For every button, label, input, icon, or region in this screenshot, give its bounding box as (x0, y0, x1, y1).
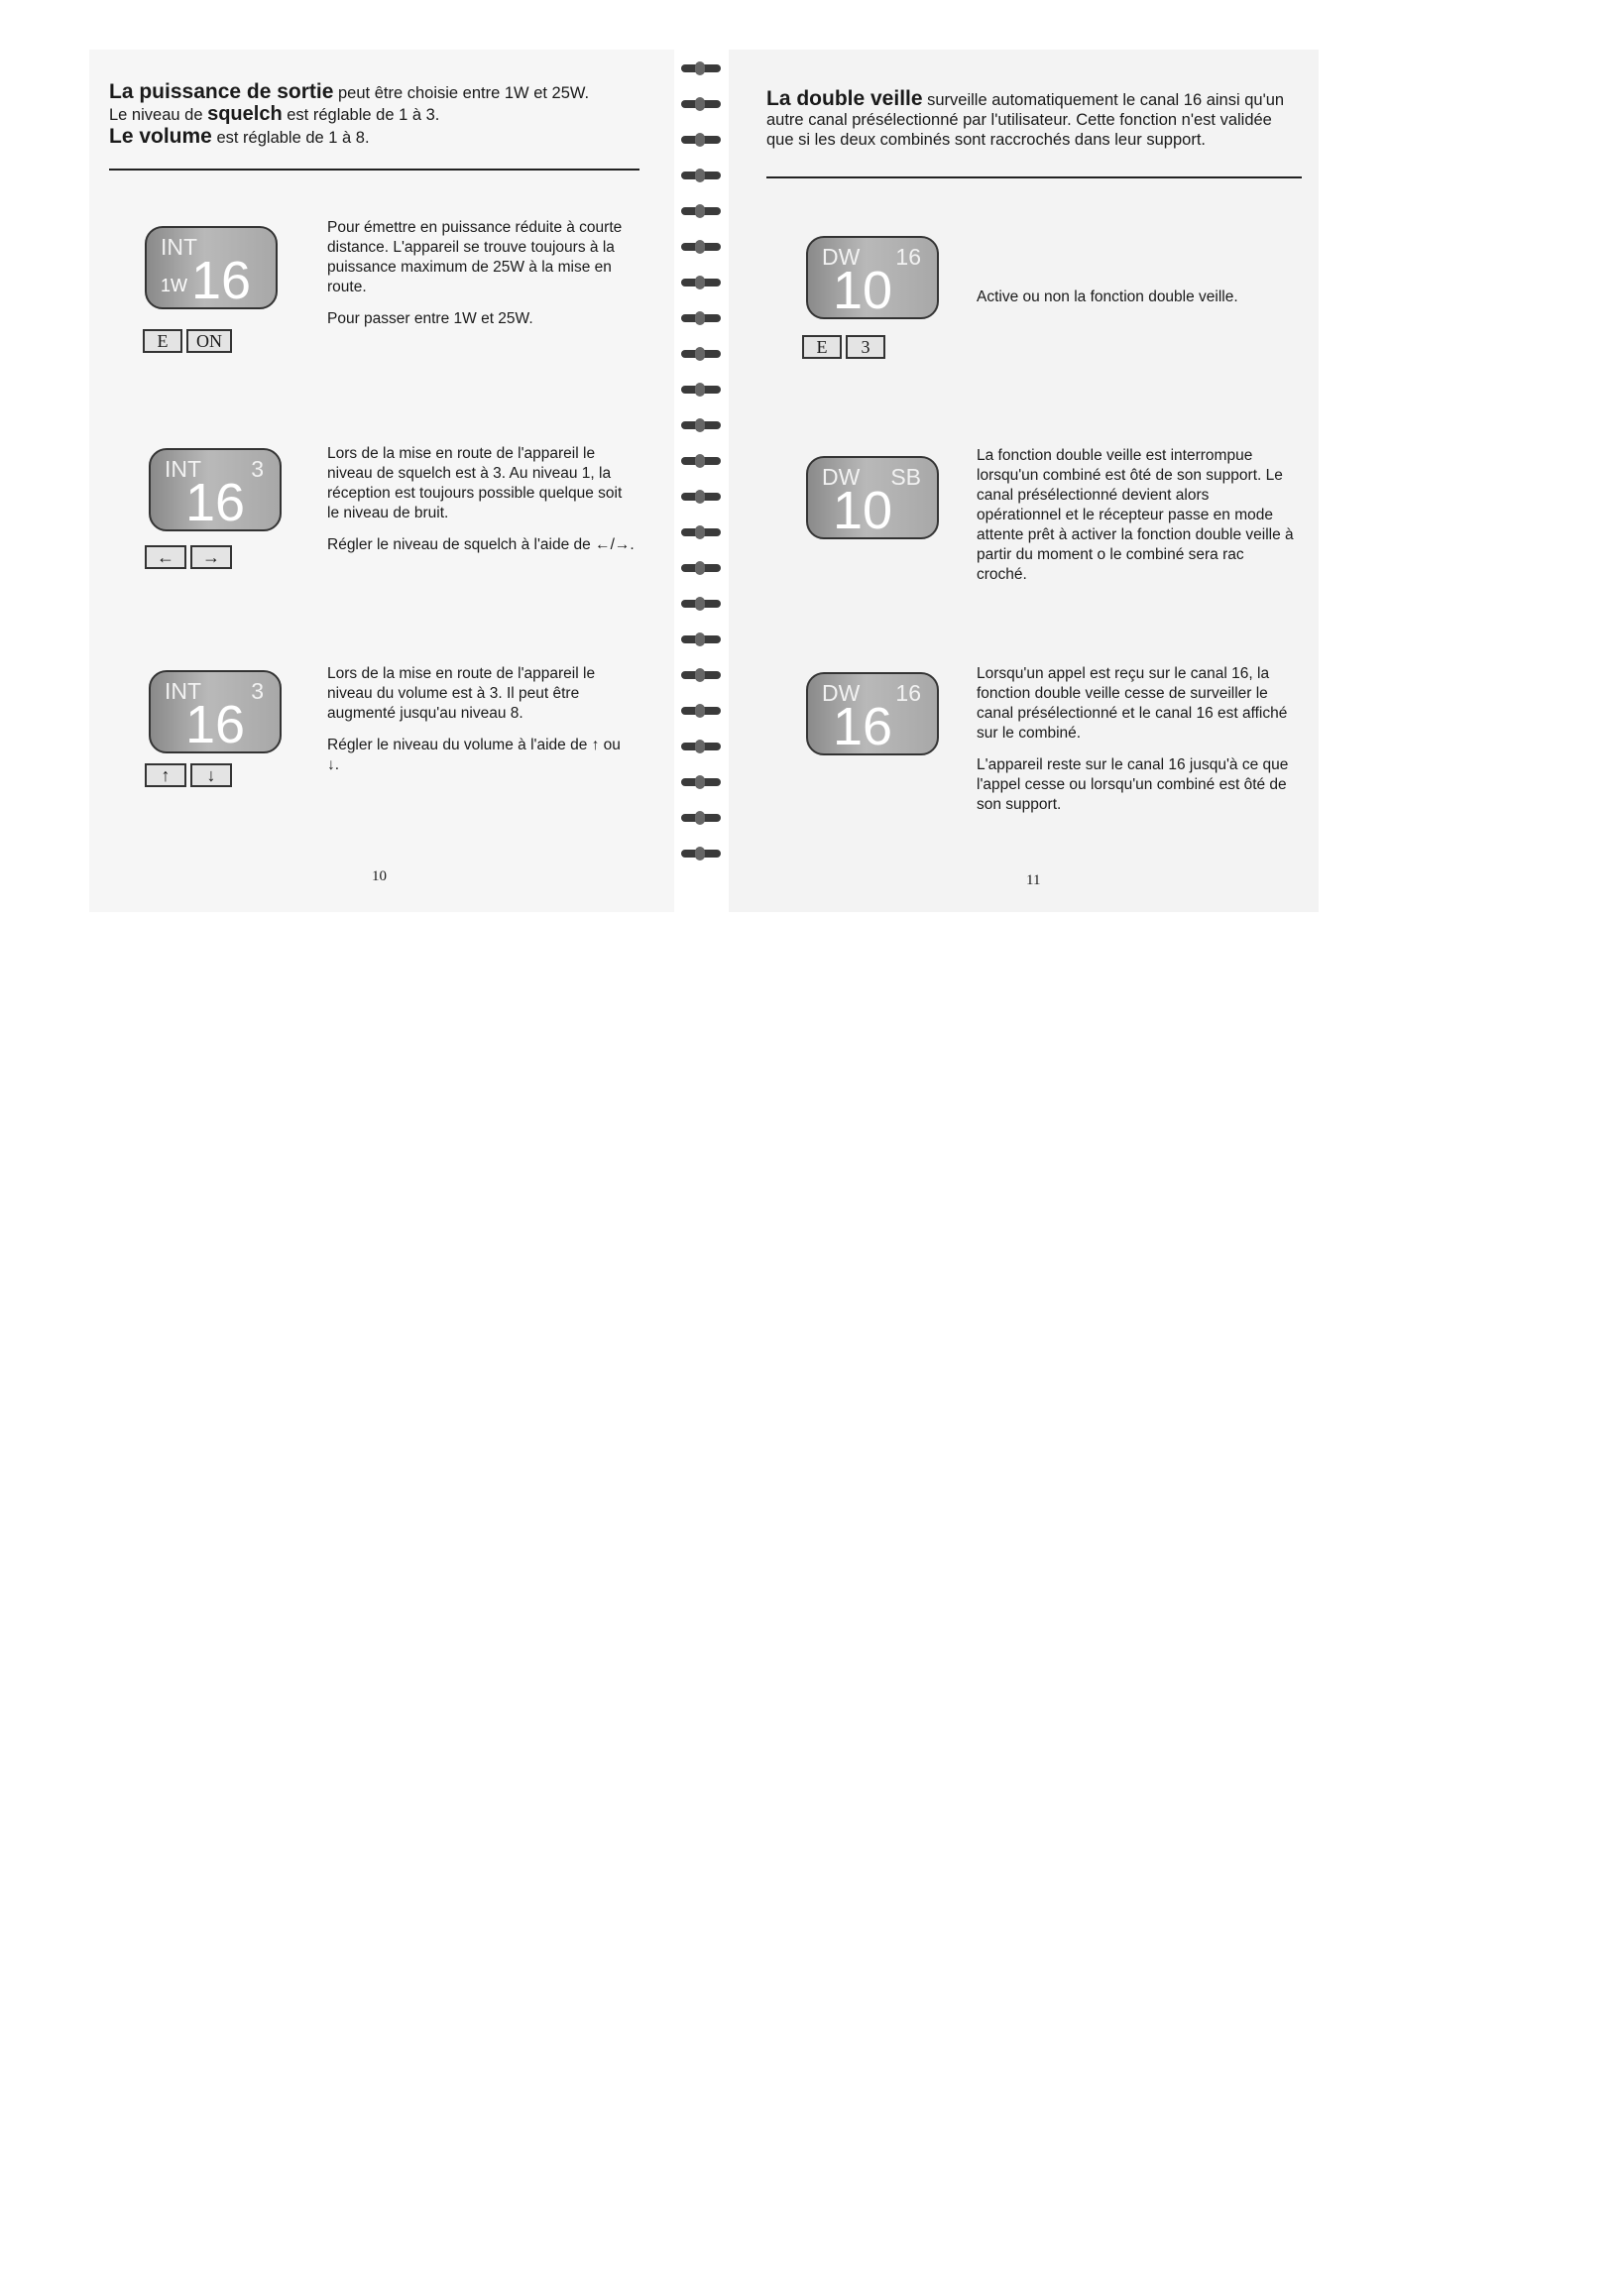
squelch-heading: squelch (207, 103, 283, 125)
dual-watch-heading: La double veille (766, 87, 923, 110)
section-text (977, 446, 1294, 597)
spiral-coil (679, 597, 724, 611)
paragraph: Lors de la mise en route de l'appareil le niveau du volume est à 3. Il peut être augmenté jusqu'au niveau 8. (327, 665, 596, 722)
spiral-coil (679, 740, 724, 753)
paragraph: Pour émettre en puissance réduite à courte distance. L'appareil se trouve toujours à la puissance maximum de 25W à la mise en route. (327, 219, 623, 295)
section-text (327, 444, 635, 567)
spiral-coil (679, 775, 724, 789)
spiral-coil (679, 311, 724, 325)
spiral-coil (679, 525, 724, 539)
paragraph: La fonction double veille est interrompue lorsqu'un combiné est ôté de son support. Le canal présélectionné devient alors opérationnel et le récepteur passe en mode attente prêt à activer la fonction double veille à partir du moment o le combiné sera rac croché. (977, 447, 1294, 583)
spiral-coil (679, 240, 724, 254)
key-e[interactable]: E (143, 329, 182, 353)
lcd-mode: INT (165, 678, 202, 704)
lcd-channel-watch: 16 (895, 680, 921, 706)
lcd-display (149, 448, 282, 531)
lcd-mode: INT (165, 456, 202, 482)
paragraph: Pour passer entre 1W et 25W. (327, 310, 533, 327)
lcd-mode: DW (822, 680, 861, 706)
lcd-level: 3 (251, 456, 264, 482)
lcd-display (806, 672, 939, 755)
volume-text: est réglable de 1 à 8. (211, 129, 370, 147)
lcd-display (806, 236, 939, 319)
spiral-coil (679, 811, 724, 825)
lcd-channel: 10 (832, 261, 893, 320)
key-e[interactable]: E (802, 335, 842, 359)
output-power-heading: La puissance de sortie (109, 80, 334, 103)
spiral-coil (679, 418, 724, 432)
volume-heading: Le volume (109, 125, 212, 148)
lcd-display (145, 226, 278, 309)
right-page (729, 50, 1319, 912)
spiral-coil (679, 133, 724, 147)
left-intro (109, 81, 664, 149)
lcd-channel: 16 (832, 697, 893, 756)
page-number: 11 (1026, 872, 1041, 888)
lcd-channel: 16 (184, 695, 246, 754)
lcd-channel: 10 (832, 481, 893, 540)
squelch-text-start: Le niveau de (109, 106, 208, 124)
spiral-coil (679, 61, 724, 75)
section-text (327, 664, 635, 787)
lcd-level: 3 (251, 678, 264, 704)
spiral-coil (679, 204, 724, 218)
lcd-display (149, 670, 282, 753)
right-intro (766, 89, 1292, 150)
key-up-arrow[interactable]: ↑ (145, 763, 186, 787)
spiral-coil (679, 347, 724, 361)
key-down-arrow[interactable]: ↓ (190, 763, 232, 787)
spiral-coil (679, 490, 724, 504)
section-text (977, 287, 1284, 319)
paragraph: Régler le niveau du volume à l'aide de ↑ ou ↓. (327, 737, 621, 773)
lcd-standby: SB (890, 464, 921, 490)
lcd-channel: 16 (190, 251, 252, 310)
squelch-text: est réglable de 1 à 3. (282, 106, 440, 124)
spiral-coil (679, 169, 724, 182)
lcd-display (806, 456, 939, 539)
divider (109, 169, 639, 171)
spiral-coil (679, 847, 724, 861)
lcd-mode: DW (822, 464, 861, 490)
lcd-channel: 16 (184, 473, 246, 532)
paragraph: Lors de la mise en route de l'appareil le niveau de squelch est à 3. Au niveau 1, la réception est toujours possible quelque soit le niveau de bruit. (327, 445, 623, 521)
section-text (977, 664, 1294, 827)
key-3[interactable]: 3 (846, 335, 885, 359)
spiral-coil (679, 561, 724, 575)
output-power-text: peut être choisie entre 1W et 25W. (333, 84, 590, 102)
spiral-coil (679, 276, 724, 289)
left-page (89, 50, 674, 912)
spiral-coil (679, 632, 724, 646)
section-text (327, 218, 625, 341)
key-on[interactable]: ON (186, 329, 232, 353)
spiral-coil (679, 668, 724, 682)
paragraph: L'appareil reste sur le canal 16 jusqu'à ce que l'appel cesse ou lorsqu'un combiné est ôté de son support. (977, 756, 1289, 813)
spiral-coil (679, 454, 724, 468)
lcd-mode: INT (161, 234, 198, 260)
spiral-binding (679, 61, 724, 882)
dual-watch-text: surveille automatiquement le canal 16 ainsi qu'un autre canal présélectionné par l'utilisateur. Cette fonction n'est validée que si les deux combinés sont raccrochés dans leur support. (766, 91, 1285, 149)
spiral-coil (679, 704, 724, 718)
key-right-arrow[interactable]: → (190, 545, 232, 569)
paragraph: Régler le niveau de squelch à l'aide de ←/→. (327, 536, 635, 553)
spiral-coil (679, 383, 724, 397)
divider (766, 176, 1302, 178)
lcd-power: 1W (161, 276, 187, 295)
spiral-coil (679, 97, 724, 111)
paragraph: Lorsqu'un appel est reçu sur le canal 16, la fonction double veille cesse de surveiller le canal présélectionné et le canal 16 est affiché sur le combiné. (977, 665, 1288, 742)
paragraph: Active ou non la fonction double veille. (977, 288, 1238, 305)
page-number: 10 (372, 868, 387, 884)
lcd-channel-watch: 16 (895, 244, 921, 270)
lcd-mode: DW (822, 244, 861, 270)
key-left-arrow[interactable]: ← (145, 545, 186, 569)
